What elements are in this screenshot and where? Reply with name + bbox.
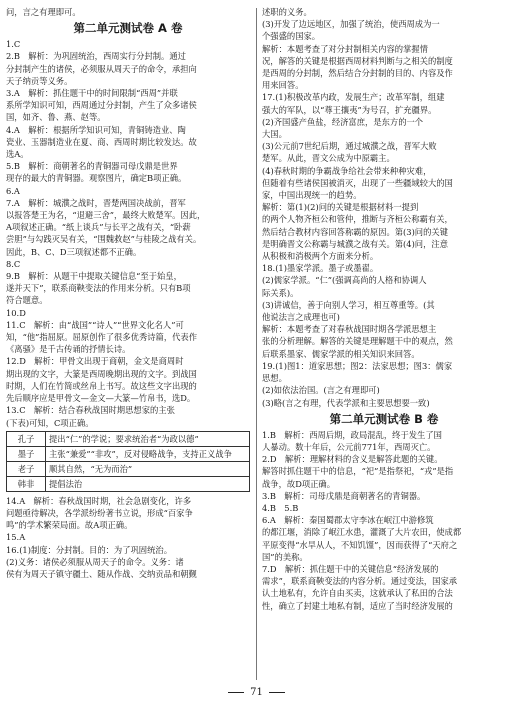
text-line: 12.D 解析：甲骨文出现于商朝，金文是商周时 (6, 356, 184, 367)
footer-dash (228, 692, 244, 693)
text-line: 遂并天下”，联系商鞅变法的作用来分析。只有B项 (6, 283, 191, 294)
text-line: 9.B 解析：从题干中提取关键信息“至于始皇， (6, 271, 182, 282)
text-line: 时期，人们在竹简或丝帛上书写。故这些文字出现的 (6, 380, 197, 391)
text-line: 16.(1)制度：分封制。目的：为了巩固统治。 (6, 544, 172, 555)
text-line: 19.(1)图1：道家思想；图2：法家思想；图3：儒家 (262, 360, 453, 371)
text-line: 后联系墨家、儒家学派的相关知识来回答。 (262, 348, 420, 359)
table-row (7, 446, 250, 461)
text-line: 用来回答。 (262, 80, 304, 91)
text-line: 的两个人物齐桓公和管仲，推断与齐桓公称霸有关， (262, 214, 453, 225)
text-line: 14.A 解析：春秋战国时期，社会急剧变化，许多 (6, 495, 192, 506)
text-line: 国，如齐、鲁、燕、赵等。 (6, 112, 106, 123)
text-line: 天子纳贡等义务。 (6, 75, 73, 86)
page-footer (0, 686, 513, 700)
text-line: 解析：本题考查了对分封制相关内容的掌握情 (262, 43, 428, 54)
column-divider (256, 8, 257, 680)
text-line: (3)略(言之有理，代表学派和主要思想要一致) (262, 397, 430, 408)
text-line: 侯有为周天子镇守疆土、随从作战、交纳贡品和朝觐 (6, 568, 197, 579)
section-heading-b: 第二单元测试卷 B 卷 (329, 411, 439, 426)
text-line: 解答时抓住题干中的信息，“祀”是指祭祀，“戎”是指 (262, 466, 454, 477)
text-line: 的都江堰，消除了岷江水患，灌溉了大片农田，使成都 (262, 527, 462, 538)
text-line: 现存的最大的青铜器。观察图片，确定B项正确。 (6, 173, 187, 184)
text-line: 瓷业、玉器制造业在夏、商、西周时期比较发达。故 (6, 136, 197, 147)
text-line: 因此，B、C、D三项叙述都不正确。 (6, 246, 142, 257)
text-line: 家，中国出现统一的趋势。 (262, 190, 362, 201)
text-line: 1.B 解析：西周后期，政局混乱，终于发生了国 (262, 429, 442, 440)
table-row (7, 461, 250, 476)
thinkers-table (6, 431, 250, 492)
text-line: 先后顺序应是甲骨文—金文—大篆—竹帛书，选D。 (6, 393, 196, 404)
text-line: 是明确晋文公称霸与城濮之战有关。第(4)问，注意 (262, 238, 448, 249)
answer-block (262, 6, 506, 409)
text-line: 是西周的分封制，然后结合分封制的目的、内容及作 (262, 68, 453, 79)
text-line: (3)开发了边远地区，加强了统治，使西周成为一 (262, 19, 440, 30)
text-line: 6.A (6, 185, 20, 196)
answer-block (262, 429, 506, 612)
text-line: 2.D 解析：理解材料的含义是解答此题的关键。 (262, 454, 443, 465)
text-line: 国”的美称。 (262, 551, 308, 562)
text-line: 战争，故D项正确。 (262, 478, 336, 489)
table-row (7, 431, 250, 446)
text-line: (2)义务：诸侯必须服从周天子的命令。义务：诸 (6, 556, 184, 567)
text-line: 强大的军队，以“尊王攘夷”为号召，扩充疆界。 (262, 104, 437, 115)
text-line: (3)讲诚信，善于向别人学习，相互尊重等。(其 (262, 299, 435, 310)
text-line: A项叙述正确。“纸上谈兵”与长平之战有关，“卧薪 (6, 222, 191, 233)
text-line: 需求”，联系商鞅变法的内容分析。通过变法，国家承 (262, 576, 458, 587)
text-line: (2)齐国盛产鱼盐，经济富庶，是东方的一个 (262, 116, 424, 127)
text-line: 个强盛的国家。 (262, 31, 321, 42)
table-row (7, 476, 250, 491)
text-line: 7.A 解析：城濮之战时，晋楚两国决战前，晋军 (6, 197, 186, 208)
text-line: 2.B 解析：为巩固统治，西周实行分封制。通过 (6, 51, 186, 62)
text-line: 10.D (6, 307, 26, 318)
text-line: 从积极和消极两个方面来分析。 (262, 251, 379, 262)
thinker-idea-cell: 主张“兼爱”“非攻”，反对侵略战争，支持正义战争 (46, 446, 250, 461)
text-line: 认土地私有，允许自由买卖，这就承认了私田的合法 (262, 588, 453, 599)
text-line: 分封制产生的诸侯，必须服从周天子的命令，承担向 (6, 63, 197, 74)
text-line: 他说法言之成理也可) (262, 312, 340, 323)
text-line: 3.B 解析：司母戊鼎是商朝著名的青铜器。 (262, 490, 426, 501)
thinker-idea-cell: 顺其自然，“无为而治” (46, 461, 250, 476)
text-line: 问，言之有理即可。 (6, 7, 81, 17)
text-line: 述职的义务。 (262, 7, 312, 17)
text-line: 尝胆”与勾践灭吴有关，“围魏救赵”与桂陵之战有关。 (6, 234, 202, 245)
text-line: 符合题意。 (6, 295, 48, 306)
right-column (262, 6, 506, 612)
text-line: 系所学知识可知，西周通过分封制，产生了众多诸侯 (6, 100, 197, 111)
answer-block (6, 495, 250, 580)
text-line: 7.D 解析：抓住题干中的关键信息“经济发展的 (262, 563, 439, 574)
text-line: 大国。 (262, 129, 287, 140)
text-line: 17.(1)积极改革内政，发展生产；改革军制，组建 (262, 92, 445, 103)
text-line: 15.A (6, 532, 26, 543)
page-number: 71 (250, 687, 263, 698)
text-line: 8.C (6, 258, 21, 269)
text-line: 知，“他”指屈原。屈原创作了很多优秀诗篇，代表作 (6, 332, 198, 343)
text-line: 思想。 (262, 373, 287, 384)
text-line: 13.C 解析：结合春秋战国时期思想家的主张 (6, 405, 175, 416)
thinker-idea-cell: 提出“仁”的学说；要求统治者“为政以德” (46, 431, 250, 446)
text-line: 1.C (6, 39, 21, 50)
text-line: 性，确立了封建土地私有制，适应了当时经济发展的 (262, 600, 453, 611)
thinker-name-cell: 老子 (7, 461, 46, 476)
text-line: 4.A 解析：根据所学知识可知，青铜铸造业、陶 (6, 124, 186, 135)
text-line: (2)儒家学派。“仁”(强调高尚的人格和协调人 (262, 275, 427, 286)
thinker-name-cell: 墨子 (7, 446, 46, 461)
text-line: (4)春秋时期的争霸战争给社会带来种种灾难， (262, 165, 432, 176)
text-line: 以报答楚王为名，“退避三舍”，最终大败楚军。因此， (6, 210, 206, 221)
text-line: 5.B 解析：商朝著名的青铜器司母戊鼎是世界 (6, 161, 178, 172)
thinker-name-cell: 孔子 (7, 431, 46, 446)
text-line: 鸣”的学术繁荣局面。故A项正确。 (6, 520, 133, 531)
text-line: 楚军。从此，晋文公成为中原霸主。 (262, 153, 395, 164)
text-line: 人暴动。数十年后，公元前771年，西周灭亡。 (262, 441, 436, 452)
text-line: 11.C 解析：由“战国”“诗人”“世界文化名人”可 (6, 319, 184, 330)
text-line: 6.A 解析：秦国蜀郡太守李冰在岷江中游修筑 (262, 515, 434, 526)
left-column (6, 6, 250, 580)
text-line: (下表)可知，C项正确。 (6, 417, 94, 428)
text-line: 平原变得“水旱从人，不知饥馑”，因而获得了“天府之 (262, 539, 458, 550)
text-line: (3)公元前7世纪后期，通过城濮之战，晋军大败 (262, 141, 437, 152)
text-line: 《离骚》是千古传诵的抒情长诗。 (6, 344, 131, 355)
text-line: 3.A 解析：抓住题干中的时间限制“西周”并联 (6, 88, 178, 99)
text-line: 问题亟待解决，各学派纷纷著书立说，形成“百家争 (6, 507, 193, 518)
text-line: 解析：本题考查了对春秋战国时期各学派思想主 (262, 324, 437, 335)
text-line: 况，解答的关键是根据西周材料判断与之相关的制度 (262, 55, 453, 66)
text-line: 际关系)。 (262, 287, 299, 298)
text-line: 张的分析理解。解答的关键是理解题干中的观点，然 (262, 336, 453, 347)
answer-block (6, 38, 250, 429)
text-line: 选A。 (6, 149, 29, 160)
text-line: 4.B 5.B (262, 502, 299, 513)
footer-dash (269, 692, 285, 693)
text-line: 但随着有些诸侯国被消灭，出现了一些疆域较大的国 (262, 177, 453, 188)
text-line: 18.(1)墨家学派。墨子或墨翟。 (262, 263, 379, 274)
section-heading-a: 第二单元测试卷 A 卷 (73, 21, 183, 36)
thinker-name-cell: 韩非 (7, 476, 46, 491)
thinker-idea-cell: 提倡法治 (46, 476, 250, 491)
text-line: 期出现的文字，大篆是西周晚期出现的文字。到战国 (6, 368, 197, 379)
text-line: 解析：第(1)(2)问的关键是根据材料一提到 (262, 202, 419, 213)
text-line: 然后结合教材内容回答称霸的原因。第(3)问的关键 (262, 226, 448, 237)
text-line: (2)如依法治国。(言之有理即可) (262, 385, 380, 396)
